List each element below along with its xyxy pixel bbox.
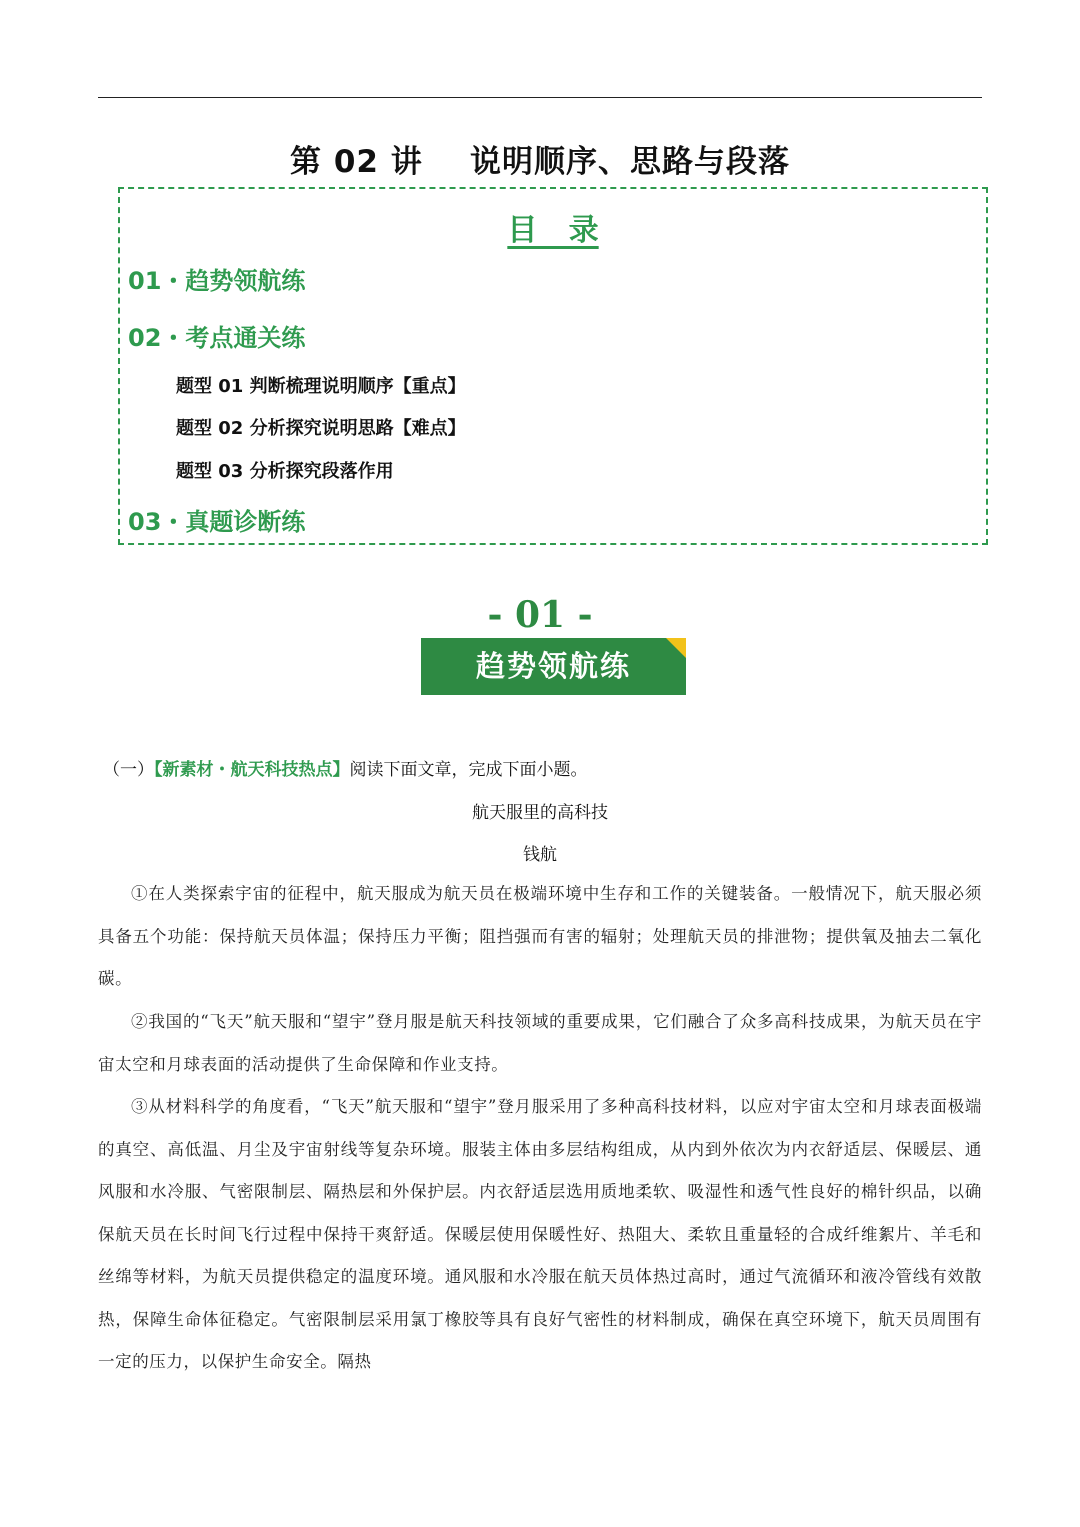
article-paragraph-3: ③从材料科学的角度看，“飞天”航天服和“望宇”登月服采用了多种高科技材料，以应对宇宙太空和月球表面极端的真空、高低温、月尘及宇宙射线等复杂环境。服装主体由多层结构组成，从内到外依次为内衣舒适层、保暖层、通风服和水冷服、气密限制层、隔热层和外保护层。内衣舒适层选用质地柔软、吸湿性和透气性良好的棉针织品，以确保航天员在长时间飞行过程中保持干爽舒适。保暖层使用保暖性好、热阻大、柔软且重量轻的合成纤维絮片、羊毛和丝绵等材料，为航天员提供稳定的温度环境。通风服和水冷服在航天员体热过高时，通过气流循环和液冷管线有效散热，保障生命体征稳定。气密限制层采用氯丁橡胶等具有良好气密性的材料制成，确保在真空环境下，航天员周围有一定的压力，以保护生命安全。隔热 bbox=[98, 1097, 982, 1371]
toc-section-01[interactable]: 01・趋势领航练 bbox=[128, 267, 306, 295]
article-paragraph-2: ②我国的“飞天”航天服和“望宇”登月服是航天科技领域的重要成果，它们融合了众多高科技成果，为航天员在宇宙太空和月球表面的活动提供了生命保障和作业支持。 bbox=[98, 1012, 982, 1074]
header-rule bbox=[98, 97, 982, 98]
article-paragraph-1: ①在人类探索宇宙的征程中，航天服成为航天员在极端环境中生存和工作的关键装备。一般情况下，航天服必须具备五个功能：保持航天员体温；保持压力平衡；阻挡强而有害的辐射；处理航天员的排泄物；提供氧及抽去二氧化碳。 bbox=[98, 884, 982, 988]
section-number: - 01 - bbox=[487, 594, 593, 636]
lecture-title: 第 02 讲 说明顺序、思路与段落 bbox=[290, 144, 790, 180]
intro-prefix: （一） bbox=[103, 760, 154, 780]
intro-text: 阅读下面文章，完成下面小题。 bbox=[349, 760, 588, 780]
article-author: 钱航 bbox=[523, 845, 557, 865]
toc-item-type-01[interactable]: 题型 01 判断梳理说明顺序【重点】 bbox=[176, 376, 466, 397]
table-of-contents bbox=[118, 187, 988, 545]
section-banner-label: 趋势领航练 bbox=[475, 649, 631, 683]
toc-item-type-02[interactable]: 题型 02 分析探究说明思路【难点】 bbox=[176, 418, 466, 439]
article-title: 航天服里的高科技 bbox=[472, 803, 608, 823]
toc-heading: 目 录 bbox=[507, 213, 599, 248]
section-banner bbox=[421, 638, 686, 695]
toc-item-type-03[interactable]: 题型 03 分析探究段落作用 bbox=[176, 461, 394, 482]
question-intro bbox=[103, 755, 588, 780]
toc-section-03[interactable]: 03・真题诊断练 bbox=[128, 508, 306, 536]
toc-section-02[interactable]: 02・考点通关练 bbox=[128, 324, 306, 352]
intro-tag: 【新素材・航天科技热点】 bbox=[154, 760, 350, 780]
banner-corner-decoration bbox=[666, 638, 686, 658]
